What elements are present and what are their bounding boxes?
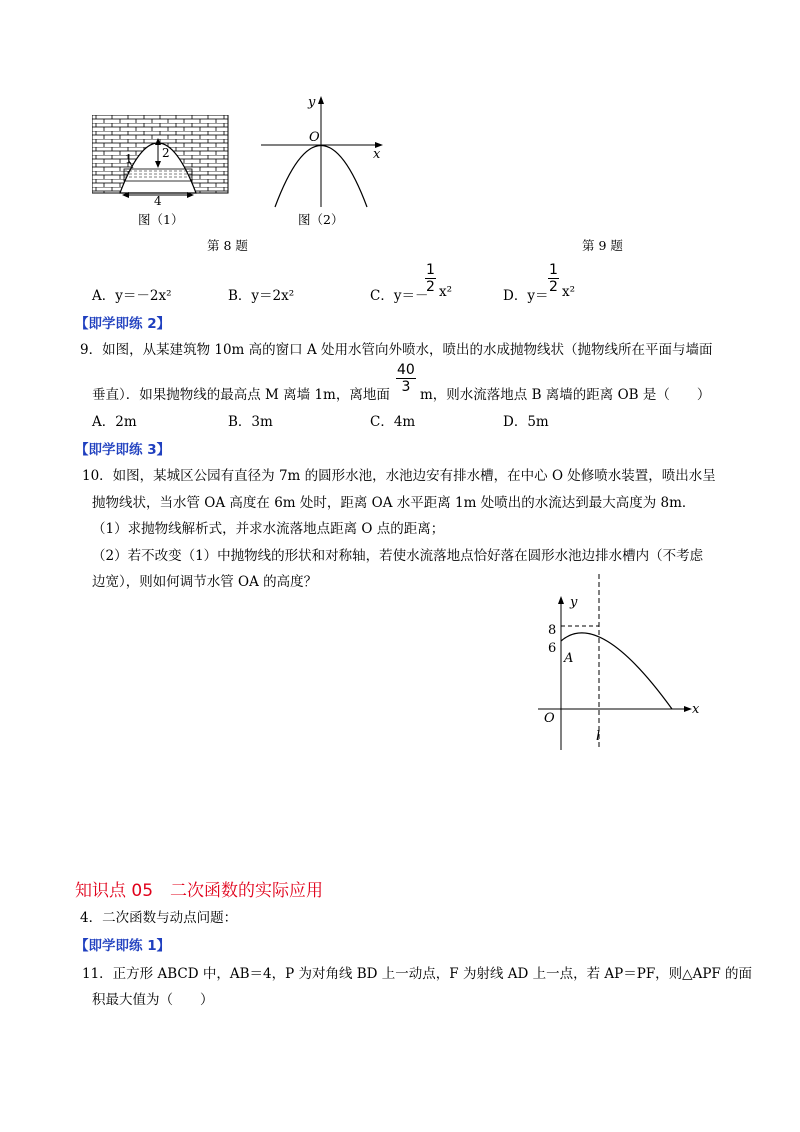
caption-question-9: 第 9 题 [582, 238, 623, 253]
q8-d-numerator: 1 [549, 262, 558, 278]
q8-option-d-prefix: D．y＝ [503, 288, 549, 304]
fig2-caption: 图（2） [298, 212, 344, 227]
figure-q10-fountain [530, 570, 705, 755]
q8-c-denominator: 2 [426, 279, 435, 295]
fig2-label-o: O [309, 130, 320, 145]
fig10-label-a: A [564, 651, 574, 666]
section-title: 知识点 05 二次函数的实际应用 [75, 881, 324, 901]
fig10-label-8: 8 [548, 623, 557, 638]
q9-option-d: D．5m [503, 414, 549, 430]
q10-line-4: （2）若不改变（1）中抛物线的形状和对称轴，若使水流落地点恰好落在圆形水池边排水槽内（不考虑 [92, 548, 704, 564]
practice-heading-1: 【即学即练 1】 [75, 938, 171, 954]
q8-option-b: B．y＝2x² [228, 288, 295, 304]
q8-option-c [370, 284, 428, 304]
fig1-label-1: 1 [125, 152, 133, 166]
q9-line-1: 9．如图，从某建筑物 10m 高的窗口 A 处用水管向外喷水，喷出的水成抛物线状（抛物线所在平面与墙面 [80, 342, 713, 358]
fig10-label-o: O [544, 711, 555, 726]
q10-line-2: 抛物线状，当水管 OA 高度在 6m 处时，距离 OA 水平距离 1m 处喷出的水流达到最大高度为 8m． [92, 495, 696, 511]
q9-option-c: C．4m [370, 414, 416, 430]
fig10-label-y: y [570, 595, 578, 610]
q10-line-3: （1）求抛物线解析式，并求水流落地点距离 O 点的距离； [92, 521, 445, 537]
fig10-label-6: 6 [548, 641, 557, 656]
q8-option-d-suffix: x² [562, 284, 576, 300]
q10-line-5: 边宽），则如何调节水管 OA 的高度？ [92, 574, 318, 590]
q9-fraction-denominator: 3 [401, 379, 411, 395]
q9-line-2a: 垂直）．如果抛物线的最高点 M 离墙 1m，离地面 [92, 387, 390, 403]
q8-option-a: A．y＝－2x² [92, 288, 172, 304]
caption-question-8: 第 8 题 [207, 238, 248, 253]
fig10-label-l: l [596, 729, 601, 744]
q8-c-numerator: 1 [426, 262, 435, 278]
q8-option-c-fraction [425, 262, 436, 295]
q8-option-c-suffix: x² [439, 284, 453, 300]
q11-line-2: 积最大值为（ ） [92, 992, 214, 1008]
q8-d-denominator: 2 [549, 279, 558, 295]
fig2-label-x: x [373, 147, 381, 162]
figure-2-parabola [255, 92, 390, 212]
q10-line-1: 10．如图，某城区公园有直径为 7m 的圆形水池，水池边安有排水槽，在中心 O 处修喷水装置，喷出水呈 [82, 468, 716, 484]
fig1-label-2: 2 [162, 146, 170, 160]
q9-fraction-numerator: 40 [397, 362, 415, 378]
fig10-label-x: x [692, 702, 700, 717]
q9-option-b: B．3m [228, 414, 273, 430]
q9-option-a: A．2m [92, 414, 137, 430]
q9-fraction [396, 362, 416, 395]
q9-line-2b: m，则水流落地点 B 离墙的距离 OB 是（ ） [420, 387, 711, 403]
practice-heading-2: 【即学即练 2】 [75, 316, 171, 332]
q8-option-d [503, 284, 548, 304]
q8-option-d-fraction [548, 262, 559, 295]
fig1-label-4: 4 [154, 194, 162, 208]
q11-line-1: 11．正方形 ABCD 中，AB＝4，P 为对角线 BD 上一动点，F 为射线 AD 上一点，若 AP＝PF，则△APF 的面 [82, 966, 753, 982]
item-4: 4．二次函数与动点问题： [80, 910, 238, 926]
figure-1-arch-wall [92, 115, 232, 215]
fig1-caption: 图（1） [138, 212, 184, 227]
fig2-label-y: y [308, 95, 316, 110]
q8-option-c-prefix: C．y＝－ [370, 288, 429, 304]
practice-heading-3: 【即学即练 3】 [75, 442, 171, 458]
